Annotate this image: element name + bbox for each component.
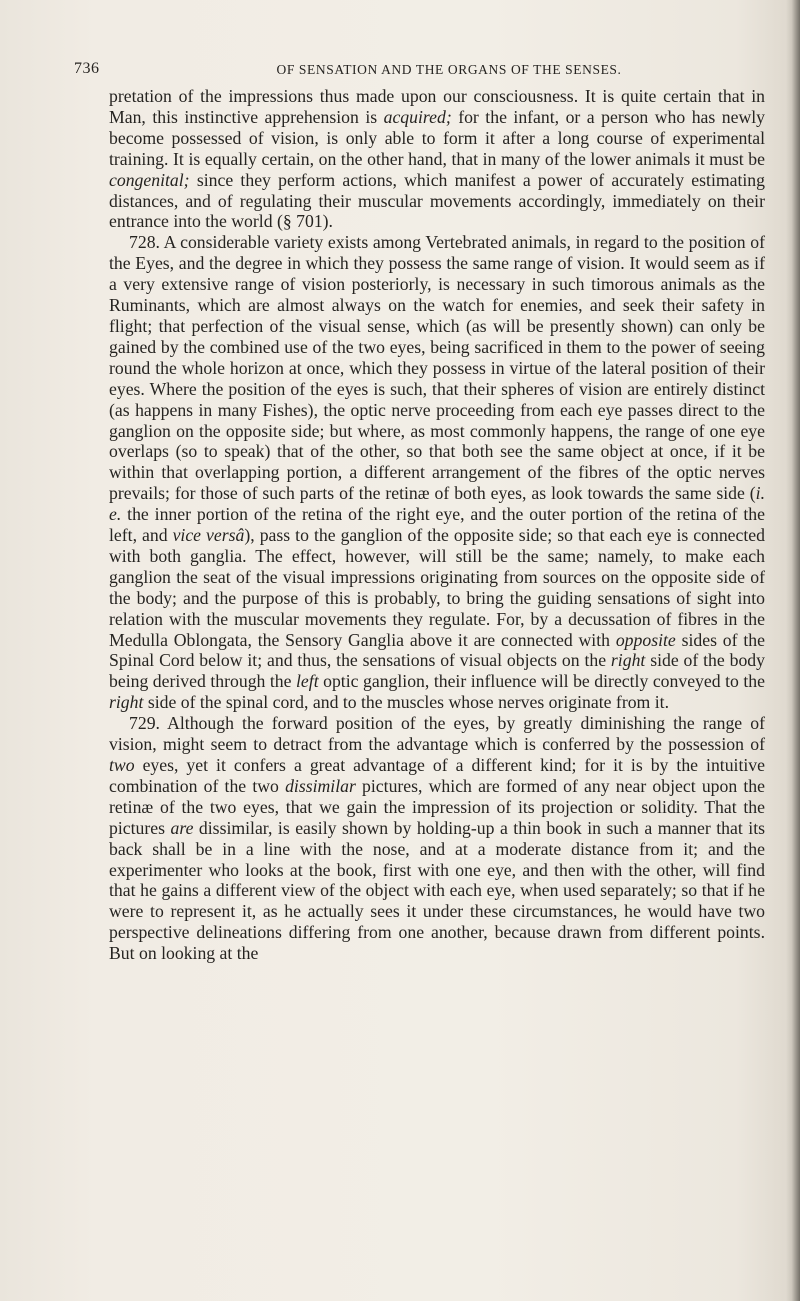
page-header	[74, 60, 764, 84]
running-head: OF SENSATION AND THE ORGANS OF THE SENSES.	[276, 62, 622, 77]
paragraph-728: 728. A considerable variety exists among Vertebrated animals, in regard to the position of the Eyes, and the degree in which they possess the same range of vision. It would seem as if a very extensive range of vision posteriorly, is necessary in such timorous animals as the Ruminants, which are almost always on the watch for enemies, and seek their safety in flight; that perfection of the visual sense, which (as will be presently shown) can only be gained by the combined use of the two eyes, being sacrificed in them to the power of seeing round the whole horizon at once, which they possess in virtue of the lateral position of their eyes. Where the position of the eyes is such, that their spheres of vision are entirely distinct (as happens in many Fishes), the optic nerve proceeding from each eye passes direct to the ganglion on the opposite side; but where, as most commonly happens, the range of one eye overlaps (so to speak) that of the other, so that both see the same object at once, if it be within that overlapping portion, a different arrangement of the fibres of the optic nerves prevails; for those of such parts of the retinæ of both eyes, as look towards the same side (i. e. the inner portion of the retina of the right eye, and the outer portion of the retina of the left, and vice versâ), pass to the ganglion of the opposite side; so that each eye is connected with both ganglia. The effect, however, will still be the same; namely, to make each ganglion the seat of the visual impressions originating from sources on the opposite side of the body; and the purpose of this is probably, to bring the guiding sensations of sight into relation with the muscular movements they regulate. For, by a decussation of fibres in the Medulla Oblongata, the Sensory Ganglia above it are connected with opposite sides of the Spinal Cord below it; and thus, the sensations of visual objects on the right side of the body being derived through the left optic ganglion, their influence will be directly conveyed to the right side of the spinal cord, and to the muscles whose nerves originate from it.	[109, 232, 765, 713]
paragraph-729: 729. Although the forward position of the eyes, by greatly diminishing the range of vision, might seem to detract from the advantage which is conferred by the possession of two eyes, yet it confers a great advantage of a different kind; for it is by the intuitive combination of the two dissimilar pictures, which are formed of any near object upon the retinæ of the two eyes, that we gain the impression of its projection or solidity. That the pictures are dissimilar, is easily shown by holding-up a thin book in such a manner that its back shall be in a line with the nose, and at a moderate distance from it; and the experimenter who looks at the book, first with one eye, and then with the other, will find that he gains a different view of the object with each eye, when used separately; so that if he were to represent it, as he actually sees it under these circumstances, he would have two perspective delineations differing from one another, because drawn from different points. But on looking at the	[109, 713, 766, 964]
paragraph-continued: pretation of the impressions thus made upon our consciousness. It is quite certain that in Man, this instinctive apprehension is acquired; for the infant, or a person who has newly become possessed of vision, is only able to form it after a long course of experimental training. It is equally certain, on the other hand, that in many of the lower animals it must be congenital; since they perform actions, which manifest a power of accurately estimating distances, and of regulating their muscular movements accordingly, immediately on their entrance into the world (§ 701).	[109, 86, 765, 232]
body-text	[109, 86, 765, 964]
page-edge-shadow	[786, 0, 800, 1301]
page-number: 736	[74, 60, 100, 77]
